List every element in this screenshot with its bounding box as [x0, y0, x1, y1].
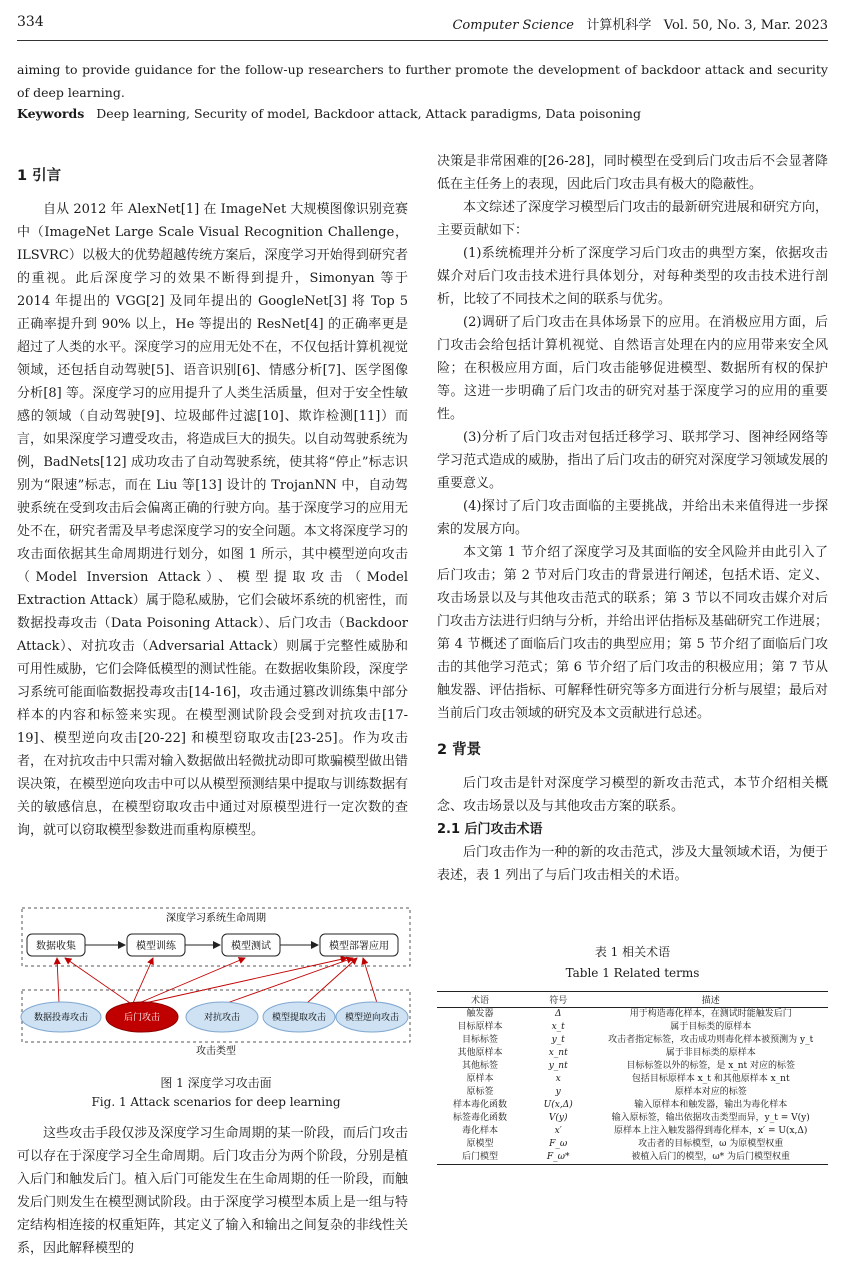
symbol-cell: y_nt	[548, 1061, 568, 1071]
figure-caption-en: Fig. 1 Attack scenarios for deep learning	[91, 1095, 341, 1109]
attack-types-label: 攻击类型	[196, 1046, 236, 1057]
table-row	[437, 1047, 828, 1060]
contribution-1: (1)系统梳理并分析了深度学习后门攻击的典型方案，依据攻击媒介对后门攻击技术进行具体划分，对每种类型的攻击技术进行剖析，比较了不同技术之间的联系与优劣。	[437, 246, 828, 307]
table-row	[437, 1034, 828, 1047]
symbol-cell: Δ	[554, 1009, 562, 1019]
attack-label: 模型逆向攻击	[344, 1013, 400, 1023]
symbol-cell: F_ω	[549, 1139, 568, 1149]
term-cell: 毒化样本	[462, 1126, 499, 1136]
description-cell: 属于目标类的原样本	[670, 1022, 752, 1032]
term-cell: 原模型	[466, 1139, 494, 1149]
intro-paragraph-continued: 决策是非常困难的[26-28]，同时模型在受到后门攻击后不会显著降低在主任务上的表现，因此后门攻击具有极大的隐蔽性。	[437, 154, 828, 192]
figure-caption-cn: 图 1 深度学习攻击面	[160, 1076, 272, 1090]
description-cell: 用于构造毒化样本，在测试时能触发后门	[629, 1009, 792, 1019]
keywords-text: Deep learning, Security of model, Backdoor attack, Attack paradigms, Data poisoning	[96, 106, 641, 121]
symbol-cell: x′	[554, 1126, 562, 1136]
symbol-cell: V(y)	[548, 1113, 568, 1123]
stage-label: 模型训练	[136, 941, 176, 952]
table-header-row	[437, 992, 828, 1008]
description-cell: 目标标签以外的标签，是 x_nt 对应的标签	[626, 1061, 796, 1071]
term-cell: 后门模型	[437, 1151, 523, 1165]
table-row	[437, 1138, 828, 1151]
description-cell: 原样本对应的标签	[674, 1087, 747, 1097]
attack-label: 模型提取攻击	[271, 1013, 327, 1023]
symbol-cell: y	[555, 1087, 561, 1097]
attack-label: 数据投毒攻击	[33, 1013, 89, 1023]
terms-paragraph: 后门攻击作为一种的新的攻击范式，涉及大量领域术语，为便于表述，表 1 列出了与后门攻击相关的术语。	[437, 845, 828, 883]
table-row	[437, 1086, 828, 1099]
left-column-bottom	[17, 1122, 408, 1260]
description-cell: 包括目标原样本 x_t 和其他原样本 x_nt	[631, 1074, 790, 1084]
journal-volume: Vol. 50, No. 3, Mar. 2023	[663, 18, 828, 33]
table-header-cell: 术语	[437, 992, 523, 1008]
term-cell: 目标原样本	[457, 1022, 503, 1032]
keywords	[17, 106, 828, 121]
background-paragraph: 后门攻击是针对深度学习模型的新攻击范式，本节介绍相关概念、攻击场景以及与其他攻击方案的联系。	[437, 776, 828, 814]
stage-label: 模型测试	[231, 941, 271, 952]
contribution-4: (4)探讨了后门攻击面临的主要挑战，并给出未来值得进一步探索的发展方向。	[437, 499, 828, 537]
contribution-2: (2)调研了后门攻击在具体场景下的应用。在消极应用方面，后门攻击会给包括计算机视觉、自然语言处理在内的应用带来安全风险；在积极应用方面，后门攻击能够促进模型、数据所有权的保护等。这进一步明确了后门攻击的研究对基于深度学习的应用的重要性。	[437, 315, 828, 422]
table-row	[437, 1060, 828, 1073]
right-column	[437, 150, 828, 887]
term-cell: 原样本	[466, 1074, 494, 1084]
symbol-cell: x_nt	[548, 1048, 568, 1058]
attack-label: 对抗攻击	[203, 1013, 241, 1023]
journal-name-cn: 计算机科学	[586, 18, 652, 33]
description-cell: 属于非目标类的原样本	[665, 1048, 756, 1058]
contributions-intro: 本文综述了深度学习模型后门攻击的最新研究进展和研究方向，主要贡献如下：	[437, 200, 828, 238]
table-row	[437, 1112, 828, 1125]
symbol-cell: x_t	[551, 1022, 565, 1032]
description-cell: 攻击者指定标签，攻击成功则毒化样本被预测为 y_t	[608, 1035, 814, 1045]
left-column-top	[17, 165, 408, 842]
attack-label: 后门攻击	[123, 1013, 161, 1023]
symbol-cell: y_t	[551, 1035, 565, 1045]
page-number: 334	[17, 14, 44, 30]
journal-header	[452, 14, 828, 33]
table-header-cell: 符号	[523, 992, 593, 1008]
table-row	[437, 1099, 828, 1112]
description-cell: 输入原样本和触发器，输出为毒化样本	[634, 1100, 788, 1110]
description-cell: 攻击者的目标模型，ω 为原模型权重	[638, 1139, 784, 1149]
term-cell: 其他原样本	[457, 1048, 503, 1058]
table-row	[437, 1008, 828, 1022]
lifecycle-label: 深度学习系统生命周期	[166, 913, 266, 924]
description-cell: 原样本上注入触发器得到毒化样本，x′ = U(x,Δ)	[613, 1126, 808, 1136]
intro-paragraph-2: 这些攻击手段仅涉及深度学习生命周期的某一阶段，而后门攻击可以存在于深度学习全生命周期。后门攻击分为两个阶段，分别是植入后门和触发后门。植入后门可能发生在生命周期的任一阶段，而触发后门则发生在模型测试阶段。由于深度学习模型本质上是一组与特定结构相连接的权重矩阵，其定义了输入和输出之间复杂的非线性关系，因此解释模型的	[17, 1126, 408, 1256]
header-rule	[17, 40, 828, 41]
keywords-label: Keywords	[17, 106, 85, 121]
description-cell: 被植入后门的模型，ω* 为后门模型权重	[593, 1151, 828, 1165]
contribution-3: (3)分析了后门攻击对包括迁移学习、联邦学习、图神经网络等学习范式造成的威胁，指出了后门攻击的研究对深度学习领域发展的重要意义。	[437, 430, 828, 491]
table-row	[437, 1151, 828, 1165]
attack-surface-figure	[17, 900, 415, 1070]
table-row	[437, 1125, 828, 1138]
table-row	[437, 1073, 828, 1086]
term-cell: 标签毒化函数	[453, 1113, 508, 1123]
stage-label: 数据收集	[36, 941, 76, 952]
terms-table	[437, 991, 828, 1165]
term-cell: 样本毒化函数	[453, 1100, 508, 1110]
table-header-cell: 描述	[593, 992, 828, 1008]
intro-paragraph-1: 自从 2012 年 AlexNet[1] 在 ImageNet 大规模图像识别竞赛中（ImageNet Large Scale Visual Recognition Challenge，ILSVRC）以极大的优势超越传统方案后，深度学习开始得到研究者的重视。此后深度学习的效果不断得到提升，Simonyan 等于 2014 年提出的 VGG[2] 及同年提出的 GoogleNet[3] 将 Top 5 正确率提升到 90% 以上，He 等提出的 ResNet[4] 的正确率更是超过了人类的水平。深度学习的应用无处不在，不仅包括计算机视觉领域，还包括自动驾驶[5]、语音识别[6]、情感分析[7]、医学图像分析[8] 等。深度学习的应用提升了人类生活质量，但对于安全性敏感的领域（自动驾驶[9]、垃圾邮件过滤[10]、欺诈检测[11]）而言，如果深度学习遭受攻击，将造成巨大的损失。以自动驾驶系统为例，BadNets[12] 成功攻击了自动驾驶系统，使其将“停止”标志识别为“限速”标志，而在 Liu 等[13] 设计的 TrojanNN 中，自动驾驶系统在受到攻击后会偏离正确的行驶方向。基于深度学习的应用无处不在，研究者需及早考虑深度学习的安全问题。本文将深度学习的攻击面依据其生命周期进行划分，如图 1 所示，其中模型逆向攻击（Model Inversion Attack）、模型提取攻击（Model Extraction Attack）属于隐私威胁，它们会破坏系统的机密性，而数据投毒攻击（Data Poisoning Attack）、后门攻击（Backdoor Attack）、对抗攻击（Adversarial Attack）则属于完整性威胁和可用性威胁，它们会降低模型的测试性能。在数据收集阶段，深度学习系统可能面临数据投毒攻击[14-16]，攻击通过篡改训练集中部分样本的内容和标签来实现。在模型测试阶段会受到对抗攻击[17-19]、模型逆向攻击[20-22] 和模型窃取攻击[23-25]。作为攻击者，在对抗攻击中只需对输入数据做出轻微扰动即可欺骗模型做出错误决策，在模型逆向攻击中可以从模型预测结果中提取与训练数据有关的敏感信息，在模型窃取攻击中通过对原模型进行一定次数的查询，就可以窃取模型参数进而重构原模型。	[17, 202, 408, 838]
organization-paragraph: 本文第 1 节介绍了深度学习及其面临的安全风险并由此引入了后门攻击；第 2 节对后门攻击的背景进行阐述，包括术语、定义、攻击场景以及与其他攻击范式的联系；第 3 节以不同攻击媒介对后门攻击方法进行归纳与分析，并给出评估指标及基础研究工作进展；第 4 节概述了面临后门攻击的典型应用；第 5 节介绍了面临后门攻击的其他学习范式；第 6 节介绍了后门攻击的积极应用；第 7 节从触发器、评估指标、可解释性研究等多方面进行分析与展望；最后对当前后门攻击领域的研究及本文贡献进行总述。	[437, 545, 828, 721]
abstract-tail: aiming to provide guidance for the follow-up researchers to further promote the development of backdoor attack and security of deep learning.	[17, 62, 828, 100]
description-cell: 输入原标签，输出依据攻击类型而异，y_t = V(y)	[611, 1113, 810, 1123]
symbol-cell: F_ω*	[523, 1151, 593, 1165]
table-row	[437, 1021, 828, 1034]
symbol-cell: x	[555, 1074, 561, 1084]
term-cell: 目标标签	[462, 1035, 499, 1045]
journal-name-en: Computer Science	[452, 18, 574, 33]
section-1-title: 1 引言	[17, 168, 62, 184]
table-caption-en: Table 1 Related terms	[565, 966, 700, 980]
stage-label: 模型部署应用	[329, 941, 389, 952]
section-2-title: 2 背景	[437, 742, 482, 758]
symbol-cell: U(x,Δ)	[543, 1100, 573, 1110]
term-cell: 触发器	[466, 1009, 494, 1019]
term-cell: 其他标签	[462, 1061, 499, 1071]
section-2-1-title: 2.1 后门攻击术语	[437, 822, 543, 837]
term-cell: 原标签	[466, 1087, 494, 1097]
table-caption-cn: 表 1 相关术语	[594, 945, 671, 959]
